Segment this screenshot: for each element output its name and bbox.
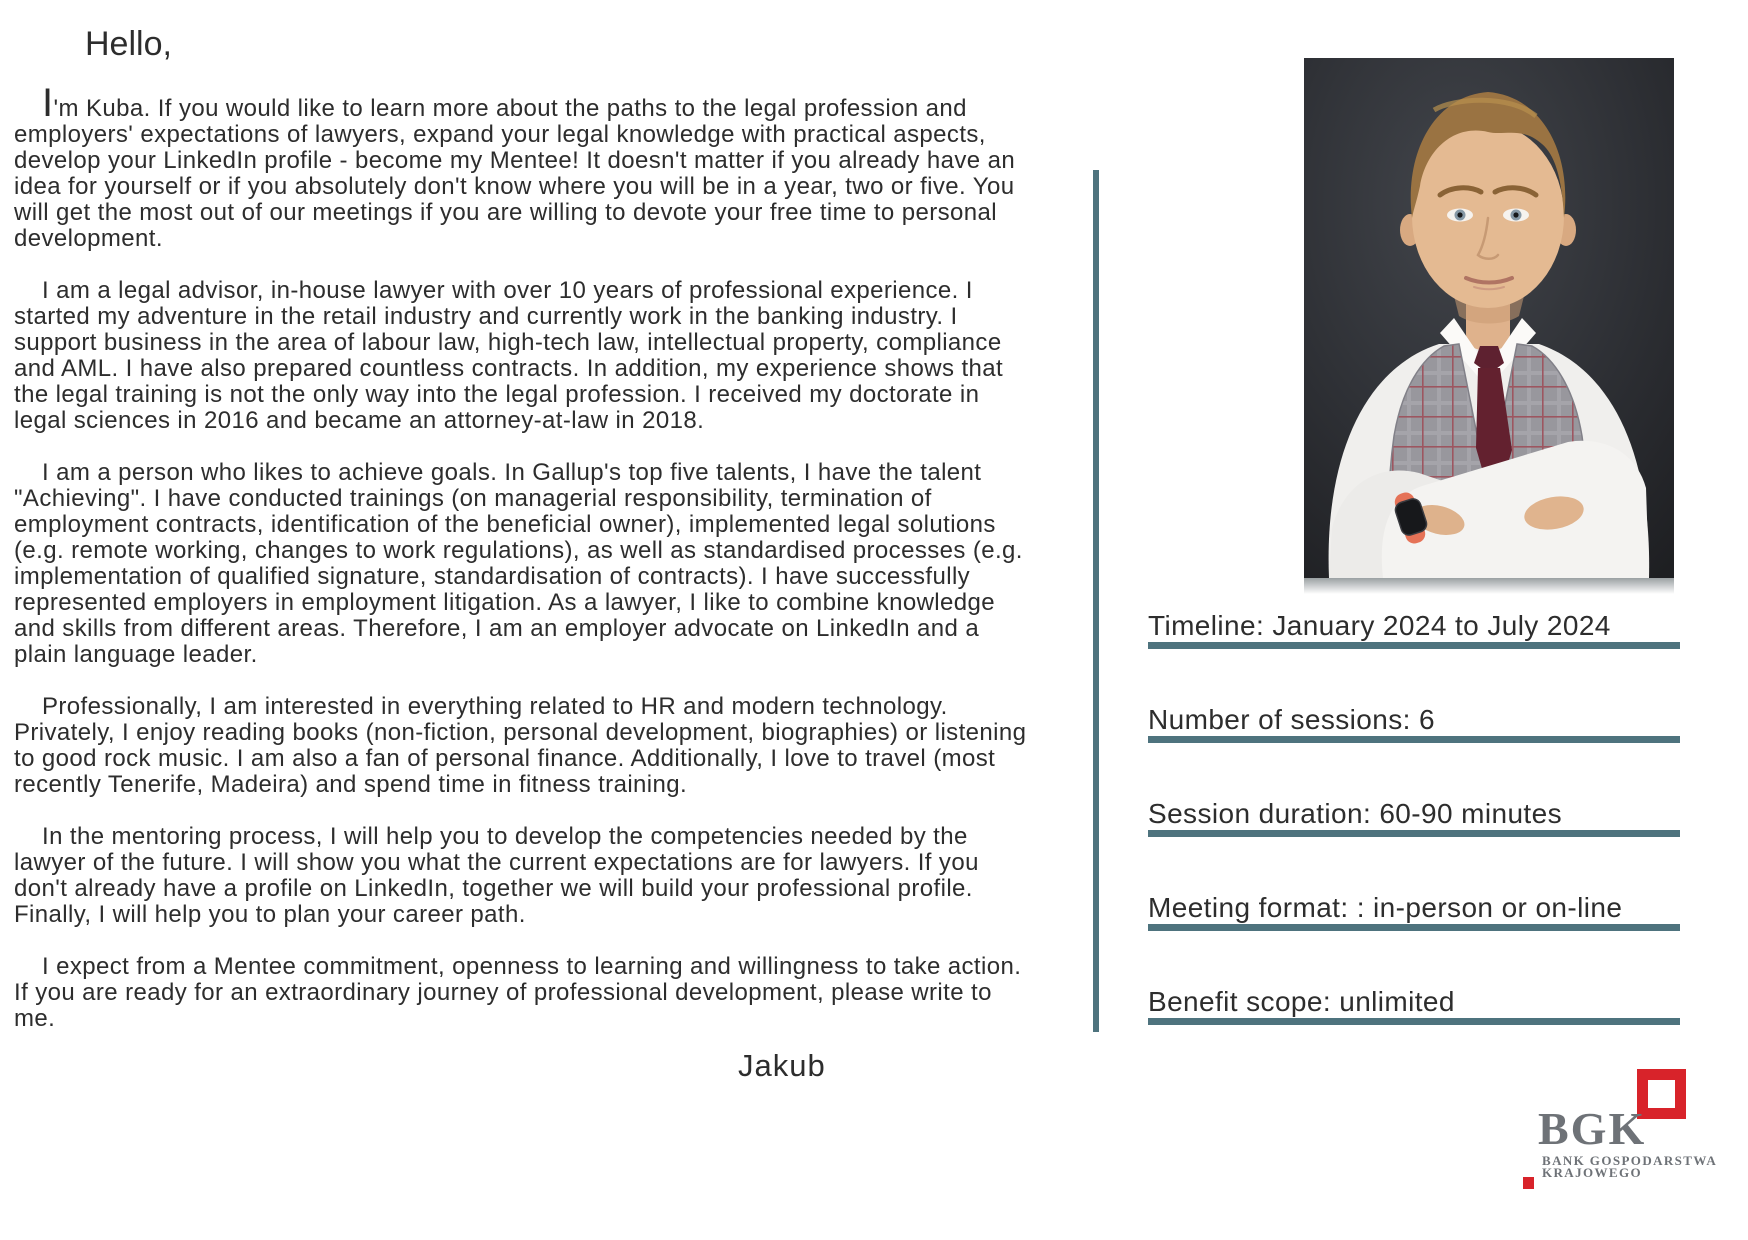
- bgk-logo-name-line1: BANK GOSPODARSTWA: [1542, 1153, 1718, 1168]
- signature: Jakub: [738, 1048, 826, 1083]
- letter-paragraph-mentoring: In the mentoring process, I will help you to develop the competencies needed by the lawyer of the future. I will show you what the current expectations are for lawyers. If you don't already have a profile on LinkedIn, together we will build your professional profile. Finally, I will help you to plan your career path.: [14, 823, 979, 928]
- pupil-left: [1457, 212, 1462, 217]
- letter-body: [14, 24, 1028, 1058]
- detail-item-benefit: Benefit scope: unlimited: [1148, 986, 1680, 1025]
- portrait-illustration: [1304, 58, 1674, 578]
- detail-item-format: Meeting format: : in-person or on-line: [1148, 892, 1680, 931]
- letter-paragraph-intro: [14, 81, 1028, 252]
- detail-item-duration: Session duration: 60-90 minutes: [1148, 798, 1680, 837]
- detail-item-timeline: Timeline: January 2024 to July 2024: [1148, 610, 1680, 649]
- greeting-heading: Hello,: [85, 25, 172, 63]
- pupil-right: [1513, 212, 1518, 217]
- letter-paragraph-interests: Professionally, I am interested in everything related to HR and modern technology. Privately, I enjoy reading books (non-fiction, personal development, biographies) or listening to good rock music. I am also a fan of personal finance. Additionally, I love to travel (most recently Tenerife, Madeira) and spend time in fitness training.: [14, 693, 1027, 798]
- bgk-logo-name-line2: KRAJOWEGO: [1542, 1164, 1642, 1180]
- vertical-divider: [1093, 170, 1099, 1032]
- bgk-logo-square-dot-icon: [1523, 1177, 1534, 1189]
- bgk-logo-name: [1542, 1155, 1717, 1178]
- portrait-photo: [1304, 58, 1674, 578]
- detail-item-sessions: Number of sessions: 6: [1148, 704, 1680, 743]
- mentoring-details: [1148, 610, 1680, 1080]
- letter-paragraph-experience: I am a legal advisor, in-house lawyer with over 10 years of professional experience. I started my adventure in the retail industry and currently work in the banking industry. I support business in the area of labour law, high-tech law, intellectual property, compliance and AML. I have also prepared countless contracts. In addition, my experience shows that the legal training is not the only way into the legal profession. I received my doctorate in legal sciences in 2016 and became an attorney-at-law in 2018.: [14, 277, 1004, 434]
- photo-bottom-shadow: [1304, 578, 1674, 594]
- letter-paragraph-expectations: I expect from a Mentee commitment, openness to learning and willingness to take action. If you are ready for an extraordinary journey of professional development, please write to me.: [14, 953, 1022, 1032]
- letter-paragraph-achievements: I am a person who likes to achieve goals. In Gallup's top five talents, I have the talent "Achieving". I have conducted trainings (on managerial responsibility, termination of employment contracts, identification of the beneficial owner), implemented legal solutions (e.g. remote working, changes to work regulations), as well as standardised processes (e.g. implementation of qualified signature, standardisation of contracts). I have successfully represented employers in employment litigation. As a lawyer, I like to combine knowledge and skills from different areas. Therefore, I am an employer advocate on LinkedIn and a plain language leader.: [14, 459, 1023, 668]
- face: [1412, 124, 1564, 308]
- letter-paragraph-text: 'm Kuba. If you would like to learn more about the paths to the legal profession and employers' expectations of lawyers, expand your legal knowledge with practical aspects, develop your LinkedIn profile - become my Mentee! It doesn't matter if you already have an idea for yourself or if you absolutely don't know where you will be in a year, two or five. You will get the most out of our meetings if you are willing to devote your free time to personal development.: [14, 95, 1016, 252]
- bgk-logo-acronym: BGK: [1538, 1103, 1647, 1154]
- drop-cap: I: [42, 81, 54, 125]
